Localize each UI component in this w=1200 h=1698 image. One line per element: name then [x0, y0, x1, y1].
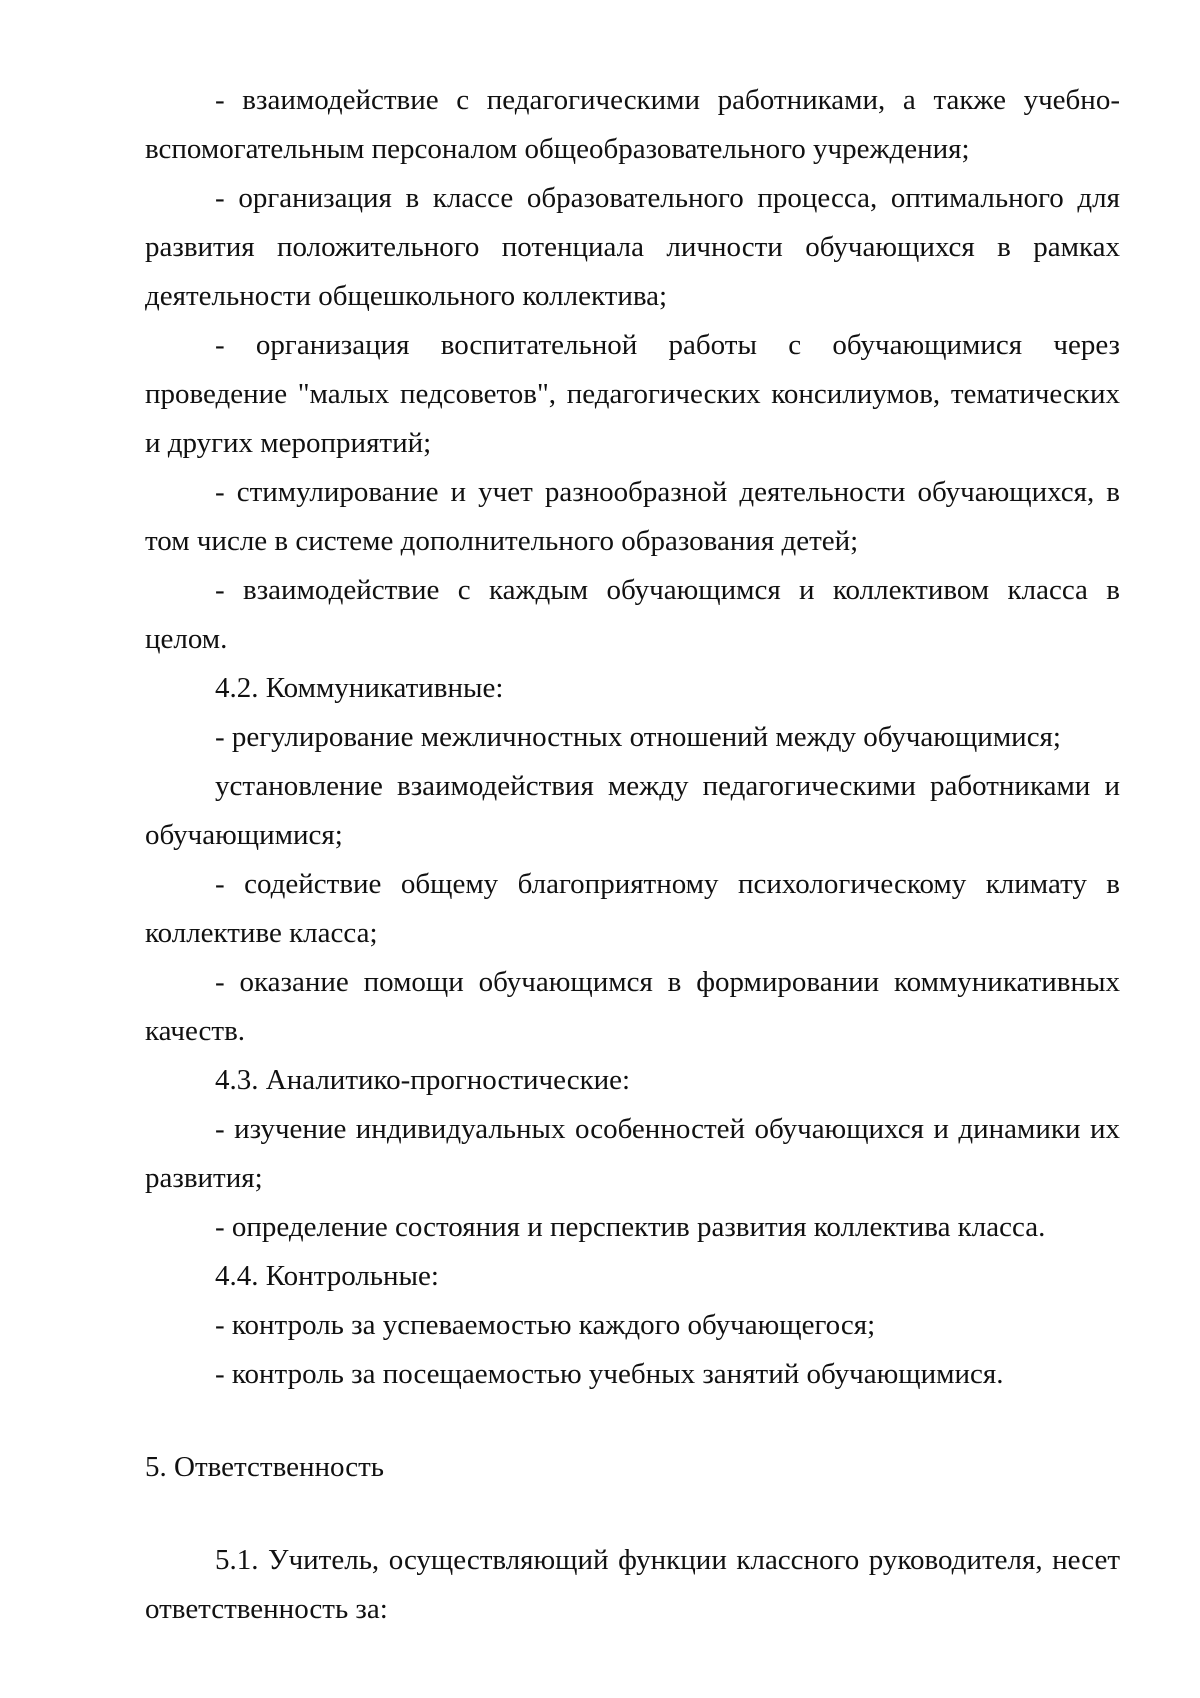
paragraph: - оказание помощи обучающимся в формировании коммуникативных качеств.	[145, 966, 1120, 1047]
subsection-heading: 4.4. Контрольные:	[215, 1260, 439, 1292]
paragraph: - содействие общему благоприятному психологическому климату в коллективе класса;	[145, 868, 1120, 949]
section-heading: 5. Ответственность	[145, 1451, 385, 1483]
spacer	[145, 1492, 1120, 1536]
paragraph: - организация воспитательной работы с обучающимися через проведение "малых педсоветов", педагогических консилиумов, тематических и других мероприятий;	[145, 329, 1120, 459]
paragraph: - контроль за посещаемостью учебных занятий обучающимися.	[215, 1358, 1004, 1390]
subsection-heading: 4.3. Аналитико-прогностические:	[215, 1064, 631, 1096]
paragraph: - взаимодействие с педагогическими работниками, а также учебно-вспомогательным персоналом общеобразовательного учреждения;	[145, 84, 1120, 165]
paragraph: - изучение индивидуальных особенностей обучающихся и динамики их развития;	[145, 1113, 1120, 1194]
subsection-heading: 4.2. Коммуникативные:	[215, 672, 504, 704]
paragraph: - контроль за успеваемостью каждого обучающегося;	[215, 1309, 876, 1341]
paragraph: - взаимодействие с каждым обучающимся и коллективом класса в целом.	[145, 574, 1120, 655]
spacer	[145, 1399, 1120, 1443]
paragraph: 5.1. Учитель, осуществляющий функции классного руководителя, несет ответственность за:	[145, 1544, 1120, 1625]
paragraph: - определение состояния и перспектив развития коллектива класса.	[215, 1211, 1046, 1243]
paragraph: - регулирование межличностных отношений между обучающимися;	[215, 721, 1061, 753]
paragraph: установление взаимодействия между педагогическими работниками и обучающимися;	[145, 770, 1120, 851]
paragraph: - стимулирование и учет разнообразной деятельности обучающихся, в том числе в системе дополнительного образования детей;	[145, 476, 1120, 557]
paragraph: - организация в классе образовательного процесса, оптимального для развития положительного потенциала личности обучающихся в рамках деятельности общешкольного коллектива;	[145, 182, 1120, 312]
